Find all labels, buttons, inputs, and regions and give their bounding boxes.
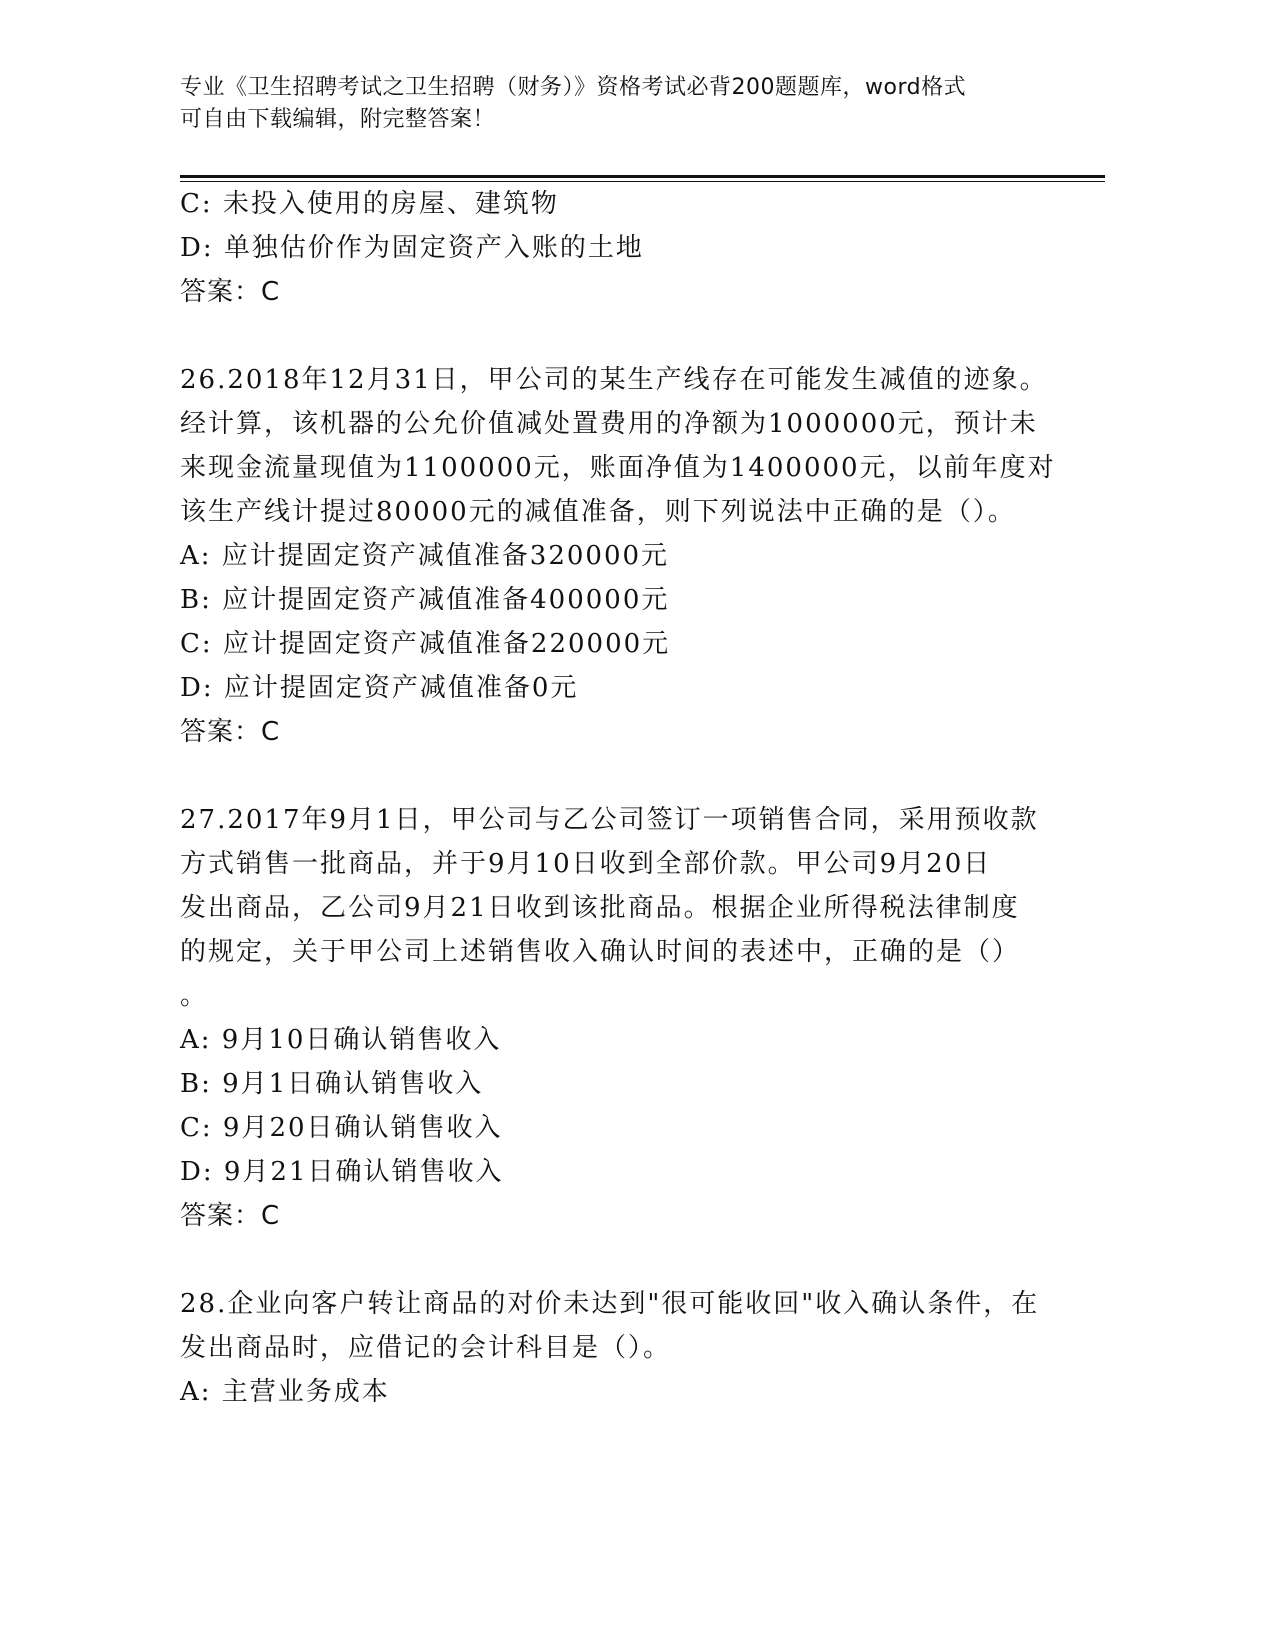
- option-d: D: 9月21日确认销售收入: [180, 1157, 504, 1187]
- option-c: C: 9月20日确认销售收入: [180, 1113, 503, 1143]
- option-d: D: 单独估价作为固定资产入账的土地: [180, 233, 644, 263]
- header-title-line-2: 可自由下载编辑，附完整答案！: [180, 107, 496, 132]
- question-list: [180, 182, 1056, 1414]
- question-block-prev: [180, 182, 1050, 314]
- answer: 答案：C: [180, 277, 281, 307]
- header-divider-thick: [180, 175, 1105, 178]
- question-text-line: 。: [180, 981, 209, 1011]
- option-d: D: 应计提固定资产减值准备0元: [180, 673, 579, 703]
- option-a: A: 应计提固定资产减值准备320000元: [180, 541, 670, 571]
- header-title-line-1: 专业《卫生招聘考试之卫生招聘（财务）》资格考试必背200题题库，word格式: [180, 75, 967, 100]
- question-text-line: 28.企业向客户转让商品的对价未达到"很可能收回"收入确认条件，在: [180, 1289, 1040, 1319]
- question-text-line: 的规定，关于甲公司上述销售收入确认时间的表述中，正确的是（）: [180, 937, 1021, 967]
- question-text-line: 来现金流量现值为1100000元，账面净值为1400000元，以前年度对: [180, 453, 1056, 483]
- answer: 答案：C: [180, 717, 281, 747]
- question-text-line: 发出商品时，应借记的会计科目是（）。: [180, 1333, 672, 1363]
- question-text-line: 26.2018年12月31日，甲公司的某生产线存在可能发生减值的迹象。: [180, 365, 1048, 395]
- question-block-28: [180, 1282, 1050, 1414]
- spacer: [180, 1238, 1050, 1282]
- question-text-line: 27.2017年9月1日，甲公司与乙公司签订一项销售合同，采用预收款: [180, 805, 1039, 835]
- question-text-line: 该生产线计提过80000元的减值准备，则下列说法中正确的是（）。: [180, 497, 1016, 527]
- question-text-line: 发出商品，乙公司9月21日收到该批商品。根据企业所得税法律制度: [180, 893, 1020, 923]
- question-block-26: [180, 358, 1056, 754]
- spacer: [180, 314, 1050, 358]
- option-b: B: 9月1日确认销售收入: [180, 1069, 484, 1099]
- option-c: C: 未投入使用的房屋、建筑物: [180, 189, 559, 219]
- question-block-27: [180, 798, 1050, 1238]
- option-b: B: 应计提固定资产减值准备400000元: [180, 585, 670, 615]
- question-text-line: 经计算，该机器的公允价值减处置费用的净额为1000000元，预计未: [180, 409, 1038, 439]
- answer: 答案：C: [180, 1201, 281, 1231]
- option-a: A: 9月10日确认销售收入: [180, 1025, 502, 1055]
- document-header: [180, 72, 1030, 136]
- spacer: [180, 754, 1050, 798]
- question-text-line: 方式销售一批商品，并于9月10日收到全部价款。甲公司9月20日: [180, 849, 992, 879]
- option-a: A: 主营业务成本: [180, 1377, 390, 1407]
- option-c: C: 应计提固定资产减值准备220000元: [180, 629, 671, 659]
